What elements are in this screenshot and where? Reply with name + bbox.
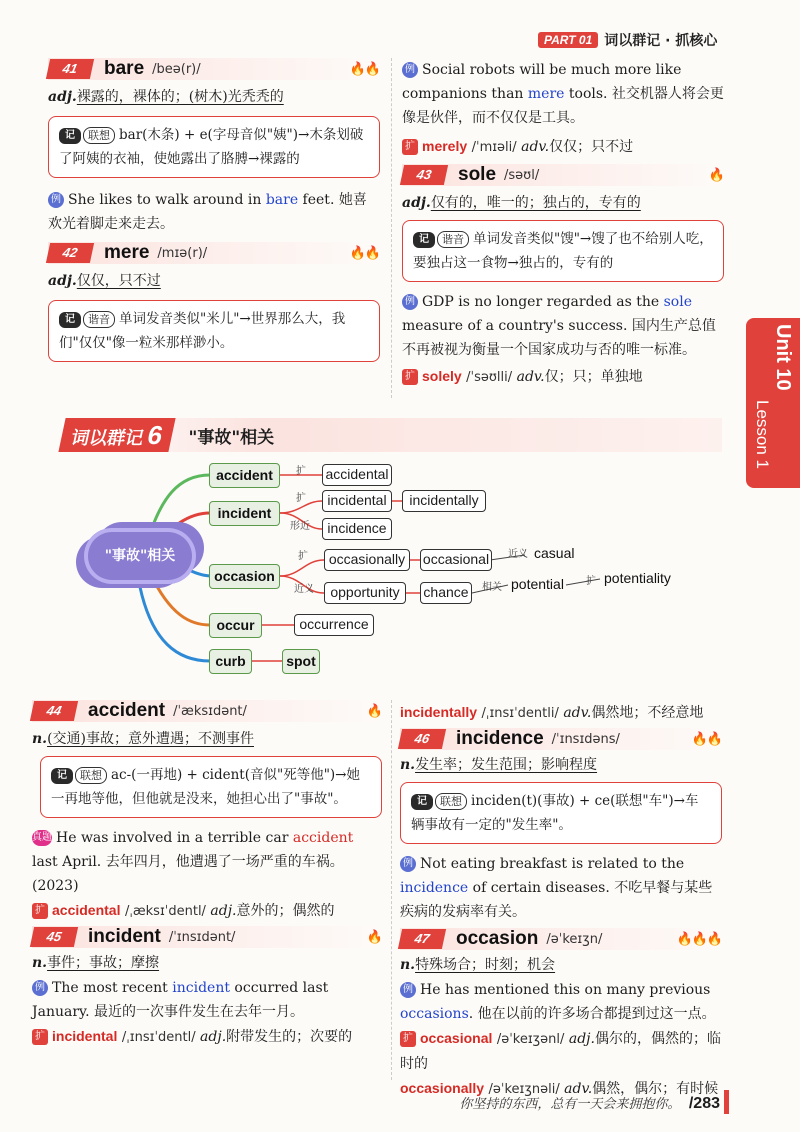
fire-icon: 🔥🔥 (691, 731, 722, 747)
node-occasional: occasional (420, 549, 492, 571)
section-title-bar (62, 418, 722, 452)
fire-icon: 🔥 (708, 167, 724, 183)
memory-icon: 记 (59, 128, 81, 144)
expand-icon: 扩 (402, 139, 418, 155)
entry-number: 44 (30, 701, 78, 721)
entry-header-incident (32, 926, 382, 948)
label-kuo: 扩 (296, 466, 306, 477)
node-accident: accident (209, 463, 280, 488)
memo-box (402, 220, 724, 282)
definition: adj.仅仅，只不过 (48, 273, 161, 289)
label-xingjin: 形近 (290, 521, 310, 532)
memo-text: bar(木条) + e(字母音似"姨")→木条划破了阿姨的衣袖，使她露出了胳膊→裸露的 (59, 127, 364, 167)
page-header (538, 30, 717, 50)
memo-tag: 谐音 (437, 231, 469, 248)
fire-icon: 🔥 (366, 703, 382, 719)
real-exam-icon: 真题 (32, 830, 52, 846)
branch-curb (138, 577, 210, 661)
footer-quote: 你坚持的东西，总有一天会来拥抱你。 (459, 1097, 681, 1112)
expand-icon: 扩 (400, 1031, 416, 1047)
entry-number: 43 (400, 165, 448, 185)
memo-tag: 联想 (75, 767, 107, 784)
column-divider (391, 58, 392, 398)
headword: sole (458, 164, 497, 185)
label-kuo: 扩 (298, 551, 308, 562)
node-spot: spot (282, 649, 320, 674)
derivative-line: occasionally /əˈkeɪʒnəli/ adv.偶然，偶尔；有时候 (400, 1080, 719, 1097)
example-icon: 例 (402, 294, 418, 310)
derivative-line: 扩 merely /ˈmɪəli/ adv.仅仅；只不过 (402, 134, 724, 160)
node-incidence: incidence (322, 518, 392, 540)
example-icon: 例 (400, 856, 416, 872)
phonetic: /səʊl/ (504, 167, 540, 183)
memo-tag: 谐音 (83, 311, 115, 328)
definition: n.事件；事故；摩擦 (32, 955, 160, 971)
entry-number: 47 (398, 929, 446, 949)
example-sentence: 例 GDP is no longer regarded as the sole measure of a country's success. 国内生产总值不再被视为衡量一个国家成功与否的唯一标准。 (402, 294, 716, 358)
part-badge: PART 01 (538, 32, 598, 48)
fire-icon: 🔥🔥 (349, 61, 380, 77)
derivative-line: incidentally /ˌɪnsɪˈdentli/ adv.偶然地；不经意地 (400, 704, 704, 721)
headword: incidence (456, 728, 544, 749)
column-divider (391, 700, 392, 1080)
section-title: "事故"相关 (188, 427, 275, 448)
example-icon: 例 (32, 980, 48, 996)
example-icon: 例 (48, 192, 64, 208)
phonetic: /ˈɪnsɪdəns/ (551, 731, 620, 747)
node-incidental: incidental (322, 490, 392, 512)
derivative-line: 扩 incidental /ˌɪnsɪˈdentl/ adj.附带发生的；次要的 (32, 1024, 382, 1050)
example-sentence: 例 Not eating breakfast is related to the incidence of certain diseases. 不吃早餐与某些疾病的发病率有关。 (400, 856, 713, 920)
entry-header-sole (402, 164, 724, 186)
memory-icon: 记 (411, 794, 433, 810)
memory-icon: 记 (413, 232, 435, 248)
phonetic: /ˈæksɪdənt/ (173, 703, 247, 719)
example-icon: 例 (400, 982, 416, 998)
definition: n.特殊场合；时刻；机会 (400, 957, 556, 973)
left-bottom-column (32, 700, 382, 1050)
node-curb: curb (209, 649, 252, 674)
fire-icon: 🔥🔥 (349, 245, 380, 261)
label-kuo: 扩 (586, 576, 596, 587)
node-opportunity: opportunity (324, 582, 406, 604)
footer-bar (724, 1090, 729, 1114)
node-occurrence: occurrence (294, 614, 374, 636)
node-incident: incident (209, 501, 280, 526)
entry-number: 42 (46, 243, 94, 263)
derivative-line: 扩 occasional /əˈkeɪʒənl/ adj.偶尔的，偶然的；临时的 (400, 1030, 721, 1072)
example-sentence: 例 She likes to walk around in bare feet. 她喜欢光着脚走来走去。 (48, 192, 367, 232)
right-top-column (402, 58, 724, 390)
entry-header-bare (48, 58, 380, 80)
entry-number: 46 (398, 729, 446, 749)
expand-icon: 扩 (32, 903, 48, 919)
entry-header-occasion (400, 928, 722, 950)
definition: adj.仅有的，唯一的；独占的，专有的 (402, 195, 641, 211)
word-potentiality: potentiality (604, 570, 671, 586)
node-incidentally: incidentally (402, 490, 486, 512)
example-icon: 例 (402, 62, 418, 78)
word-casual: casual (534, 545, 575, 561)
headword: mere (104, 242, 150, 263)
definition: n.(交通)事故；意外遭遇；不测事件 (32, 731, 254, 747)
example-sentence: 例 He has mentioned this on many previous occasions. 他在以前的许多场合都提到过这一点。 (400, 982, 716, 1022)
header-title: 词以群记 · 抓核心 (604, 33, 718, 49)
word-potential: potential (511, 576, 564, 592)
expand-icon: 扩 (402, 369, 418, 385)
phonetic: /beə(r)/ (152, 61, 201, 77)
fire-icon: 🔥🔥🔥 (676, 931, 722, 947)
memo-text: 单词发音类似"米儿"→世界那么大，我们"仅仅"像一粒米那样渺小。 (59, 311, 346, 351)
phonetic: /mɪə(r)/ (157, 245, 208, 261)
phonetic: /ˈɪnsɪdənt/ (168, 929, 236, 945)
example-sentence: 例 The most recent incident occurred last January. 最近的一次事件发生在去年一月。 (32, 980, 329, 1020)
label-jinyi: 近义 (294, 584, 314, 595)
section-badge: 词以群记6 (58, 418, 176, 452)
memory-icon: 记 (59, 312, 81, 328)
definition: adj.裸露的，裸体的；(树木)光秃秃的 (48, 89, 284, 105)
example-sentence: 真题 He was involved in a terrible car accident last April. 去年四月，他遭遇了一场严重的车祸。(2023) (32, 830, 354, 894)
example-sentence: 例 Social robots will be much more like companions than mere tools. 社交机器人将会更像是伙伴，而不仅仅是工具。 (402, 62, 724, 126)
headword: accident (88, 700, 166, 721)
derivative-line: 扩 accidental /ˌæksɪˈdentl/ adj.意外的；偶然的 (32, 898, 382, 924)
memo-tag: 联想 (435, 793, 467, 810)
headword: incident (88, 926, 161, 947)
memo-box (48, 300, 380, 362)
label-xiangguan: 相关 (482, 582, 502, 593)
node-accidental: accidental (322, 464, 392, 486)
entry-header-mere (48, 242, 380, 264)
headword: bare (104, 58, 145, 79)
memo-box (48, 116, 380, 178)
fire-icon: 🔥 (366, 929, 382, 945)
definition: n.发生率；发生范围；影响程度 (400, 757, 598, 773)
phonetic: /əˈkeɪʒn/ (546, 931, 603, 947)
link-occasionally (280, 560, 324, 576)
node-occasion: occasion (209, 564, 280, 589)
page-number: /283 (688, 1095, 720, 1112)
lesson-label: Lesson 1 (753, 400, 772, 469)
label-kuo: 扩 (296, 493, 306, 504)
memo-box (400, 782, 722, 844)
footer (420, 1093, 720, 1113)
memory-icon: 记 (51, 768, 73, 784)
expand-icon: 扩 (32, 1029, 48, 1045)
label-jinyi: 近义 (508, 549, 528, 560)
node-occur: occur (209, 613, 262, 638)
memo-text: inciden(t)(事故) + ce(联想"车")→车辆事故有一定的"发生率"。 (411, 793, 699, 833)
headword: occasion (456, 928, 539, 949)
memo-text: 单词发音类似"馊"→馊了也不给别人吃，要独占这一食物→独占的，专有的 (413, 231, 713, 271)
derivative-line: 扩 solely /ˈsəʊlli/ adv.仅；只；单独地 (402, 364, 724, 390)
entry-header-incidence (400, 728, 722, 750)
node-occasionally: occasionally (324, 549, 410, 571)
entry-header-accident (32, 700, 382, 722)
memo-text: ac-(一再地) + cident(音似"死等他")→她一再地等他，但他就是没来，她担心出了"事故"。 (51, 767, 360, 807)
left-top-column (48, 58, 380, 362)
right-bottom-column (400, 700, 722, 1102)
unit-label: Unit 10 (772, 324, 794, 391)
mindmap-center-label: "事故"相关 (104, 548, 176, 564)
node-chance: chance (420, 582, 472, 604)
entry-number: 45 (30, 927, 78, 947)
memo-tag: 联想 (83, 127, 115, 144)
entry-number: 41 (46, 59, 94, 79)
memo-box (40, 756, 382, 818)
